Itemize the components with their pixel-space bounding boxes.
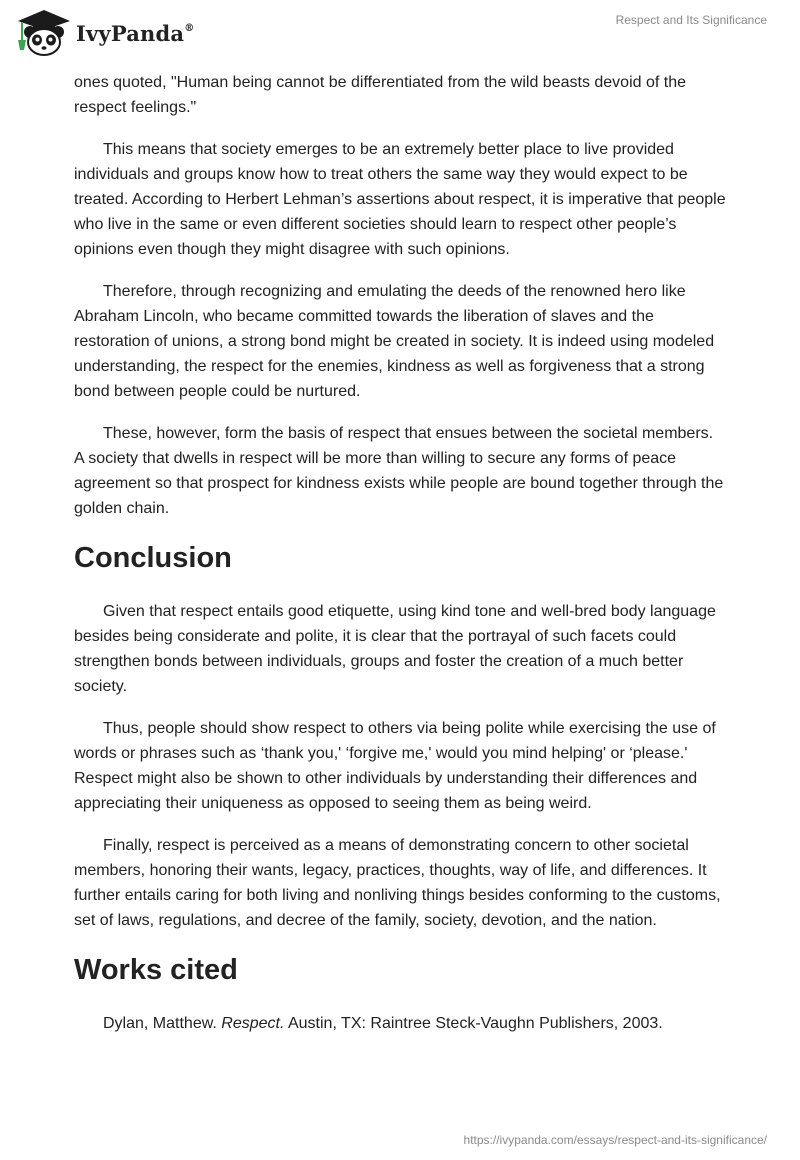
ivypanda-logo[interactable] xyxy=(16,8,195,58)
panda-graduate-icon xyxy=(16,8,72,58)
paragraph: Therefore, through recognizing and emulating the deeds of the renowned hero like Abraham Lincoln, who became committed towards the liberation of slaves and the restoration of unions, a strong bond might be created in society. It is indeed using modeled understanding, the respect for the enemies, kindness as well as forgiveness that a strong bond between people could be nurtured. xyxy=(74,283,715,400)
citation-title: Respect. xyxy=(221,1015,285,1032)
running-title: Respect and Its Significance xyxy=(615,13,767,27)
paragraph: ones quoted, "Human being cannot be differentiated from the wild beasts devoid of the respect feelings." xyxy=(74,74,687,116)
footer-url[interactable]: https://ivypanda.com/essays/respect-and-its-significance/ xyxy=(463,1133,767,1147)
citation-author: Dylan, Matthew. xyxy=(103,1015,217,1032)
conclusion-heading: Conclusion xyxy=(74,542,232,574)
paragraph: Thus, people should show respect to others via being polite while exercising the use of words or phrases such as ‘thank you,' ‘forgive me,' would you mind helping' or ‘please.' Respect might also be shown to other individuals by understanding their differences and appreciating their uniqueness as opposed to seeing them as being weird. xyxy=(74,720,716,812)
citation-entry xyxy=(74,1011,726,1036)
paragraph: Given that respect entails good etiquette, using kind tone and well-bred body language besides being considerate and polite, it is clear that the portrayal of such facets could strengthen bonds between individuals, groups and foster the creation of a much better society. xyxy=(74,603,716,695)
citation-publisher: Austin, TX: Raintree Steck-Vaughn Publishers, 2003. xyxy=(287,1015,663,1032)
paragraph: These, however, form the basis of respect that ensues between the societal members. A society that dwells in respect will be more than willing to secure any forms of peace agreement so that prospect for kindness exists while people are bound together through the golden chain. xyxy=(74,425,724,517)
essay-content xyxy=(74,70,726,1053)
brand-name: IvyPanda® xyxy=(76,21,195,46)
paragraph: Finally, respect is perceived as a means of demonstrating concern to other societal members, honoring their wants, legacy, practices, thoughts, way of life, and differences. It further entails caring for both living and nonliving things besides conforming to the customs, set of laws, regulations, and decree of the family, society, devotion, and the nation. xyxy=(74,837,721,929)
page-header xyxy=(0,0,800,70)
paragraph: This means that society emerges to be an extremely better place to live provided individuals and groups know how to treat others the same way they would expect to be treated. According to Herbert Lehman’s assertions about respect, it is imperative that people who live in the same or even different societies should learn to respect other people’s opinions even though they might disagree with such opinions. xyxy=(74,141,726,258)
works-cited-heading: Works cited xyxy=(74,954,238,986)
